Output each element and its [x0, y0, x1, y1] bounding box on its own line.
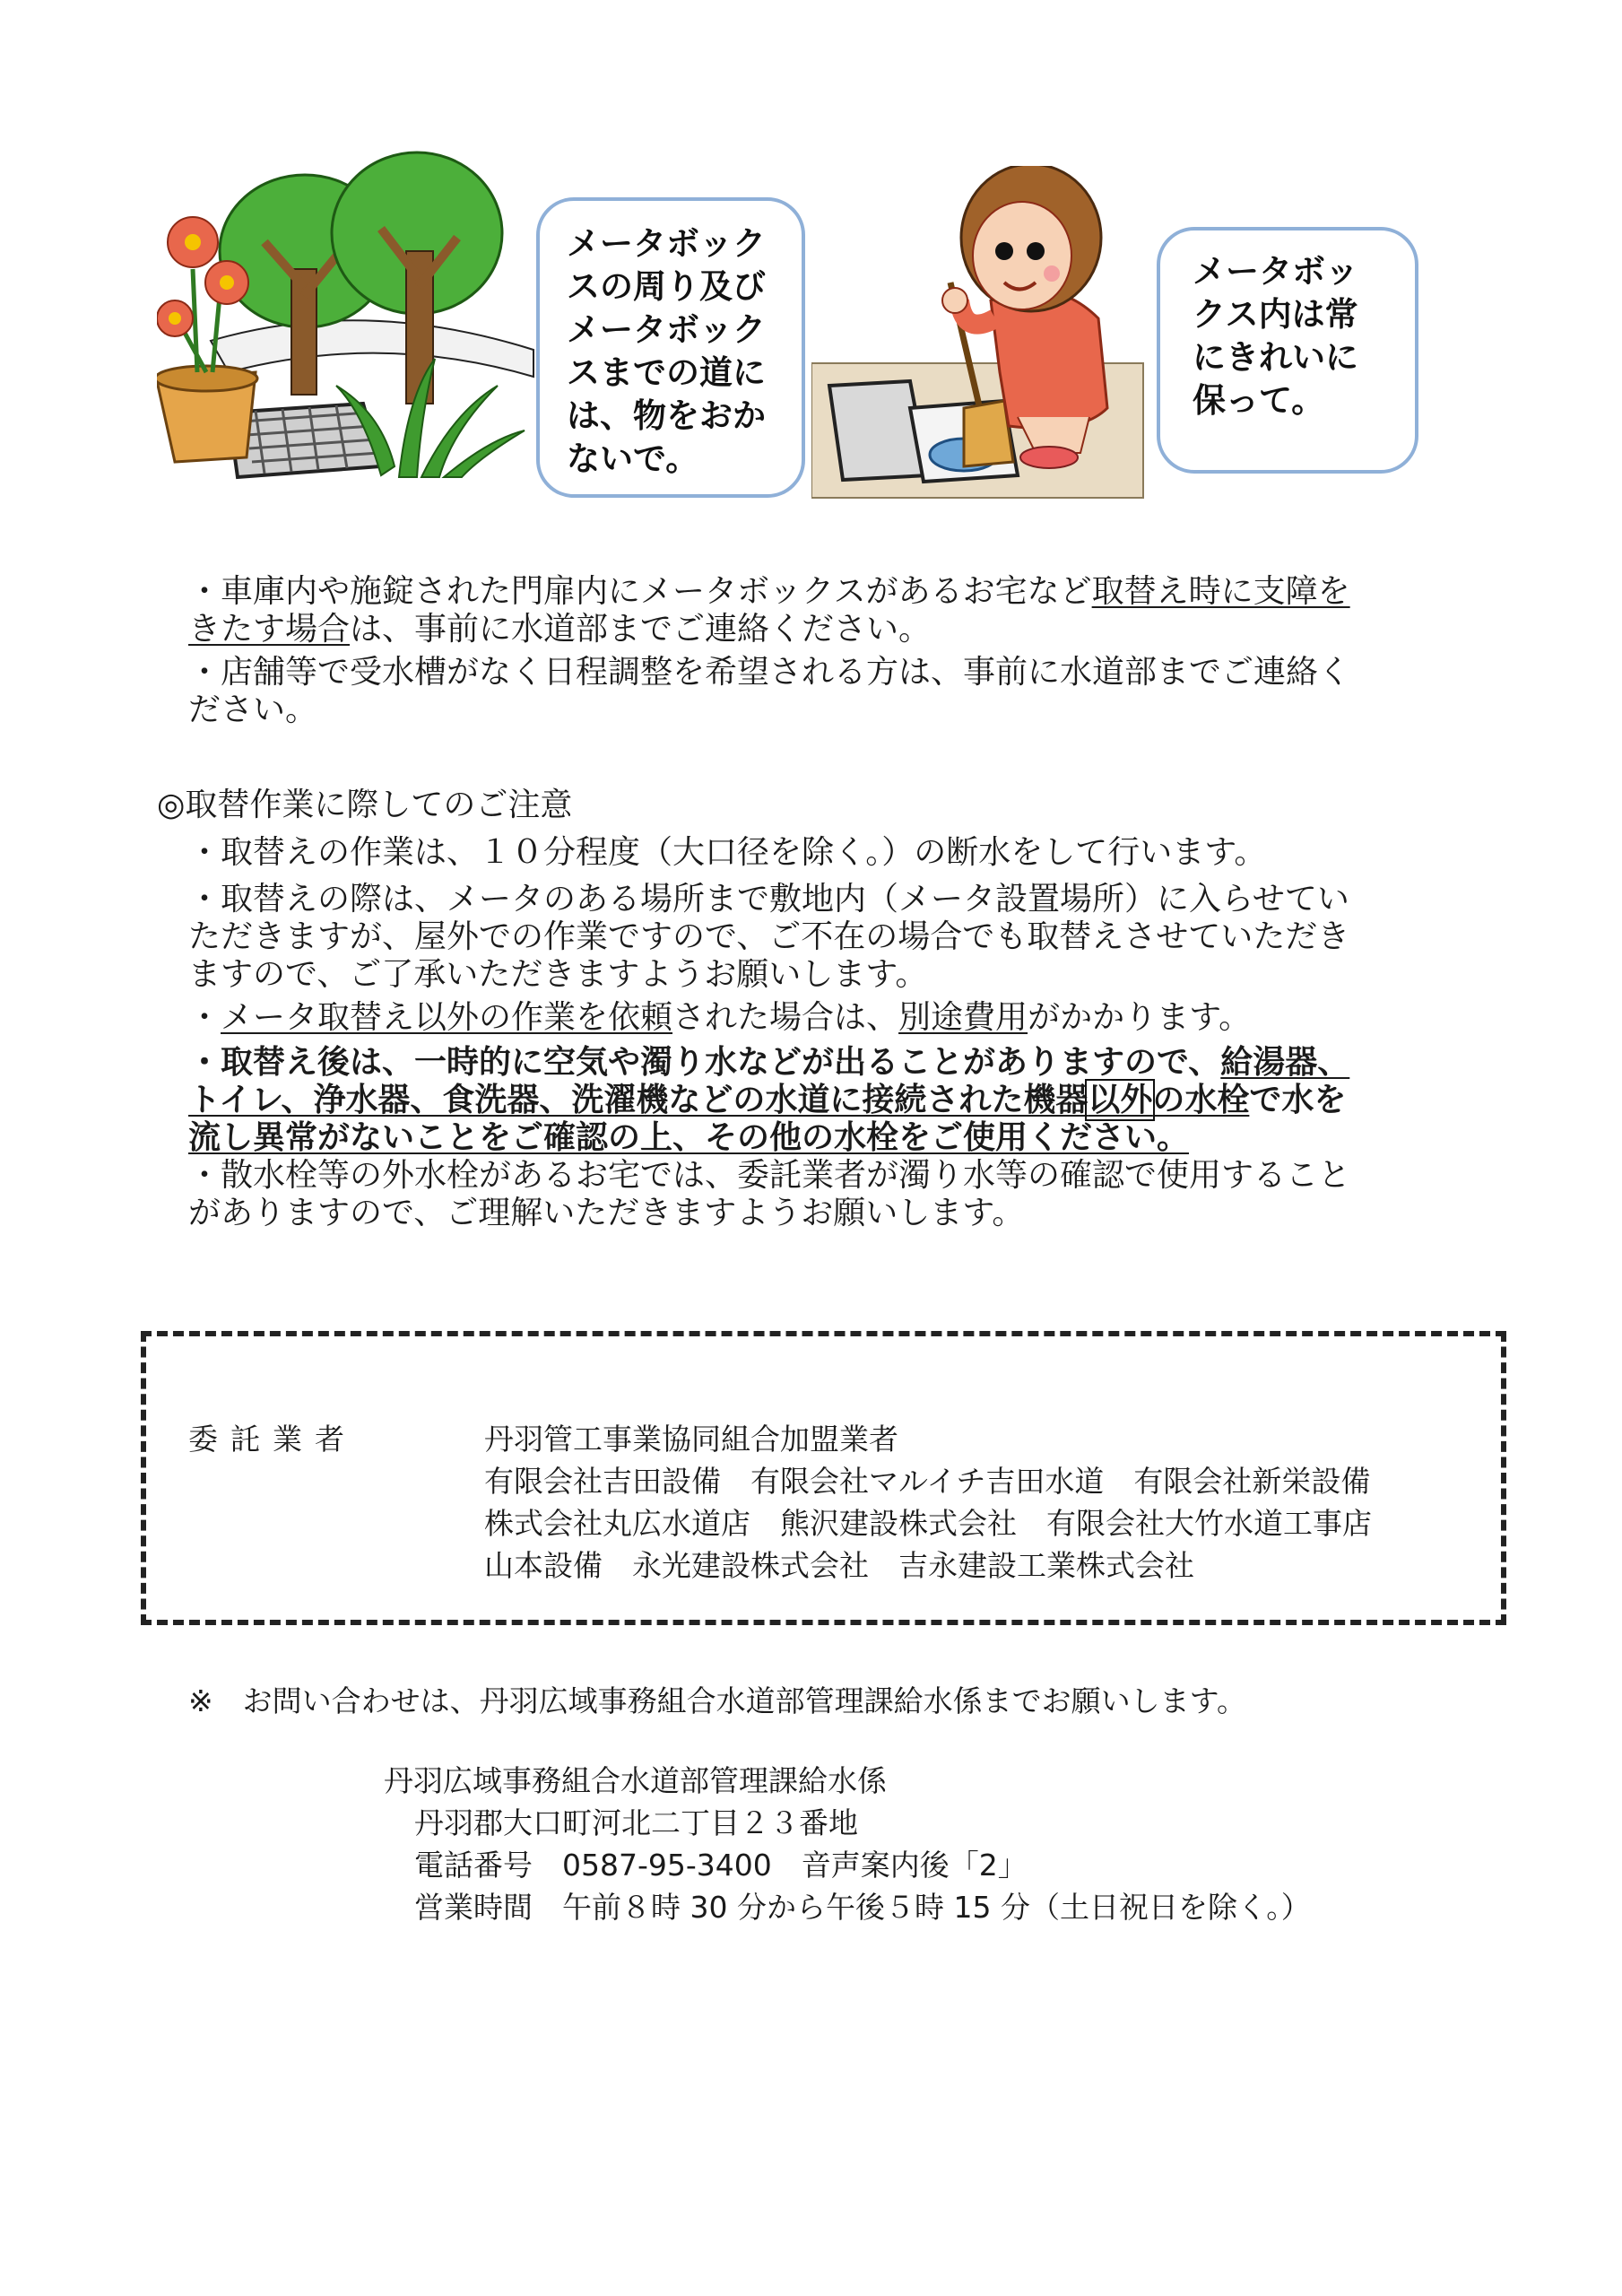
- contractor-line: 山本設備 永光建設株式会社 吉永建設工業株式会社: [484, 1548, 1194, 1583]
- bubble-line: メータボッ: [1193, 252, 1358, 291]
- notice-store: [188, 654, 1350, 729]
- woman-sweeping-illustration: [811, 166, 1152, 507]
- caution-text: された場合は、: [672, 999, 899, 1036]
- caution-boxed: 以外: [1088, 1082, 1153, 1118]
- caution-text: ますので、ご了承いただきますようお願いします。: [188, 956, 928, 993]
- bubble-line: スの周り及び: [567, 267, 766, 306]
- caution-underline: メータ取替え以外の作業を依頼: [221, 999, 673, 1036]
- caution-text: ・: [188, 999, 221, 1036]
- contractor-label: 委託業者: [188, 1422, 357, 1457]
- caution-text: で水を: [1249, 1082, 1347, 1118]
- caution-underline: 給湯器、: [1220, 1044, 1350, 1081]
- contractor-line: 有限会社吉田設備 有限会社マルイチ吉田水道 有限会社新栄設備: [484, 1464, 1371, 1499]
- caution-heading: ◎取替作業に際してのご注意: [157, 787, 573, 823]
- office-hours: 営業時間 午前８時 30 分から午後５時 15 分（土日祝日を除く。）: [414, 1890, 1311, 1925]
- caution-item-3: [188, 999, 1251, 1037]
- speech-bubble-right: [1157, 227, 1418, 474]
- caution-item-4: [188, 1044, 1349, 1157]
- caution-item-1: ・取替えの作業は、１０分程度（大口径を除く。）の断水をして行います。: [188, 834, 1267, 871]
- notice-text: ・店舗等で受水槽がなく日程調整を希望される方は、事前に水道部までご連絡く: [188, 654, 1351, 691]
- caution-underline: 流し異常がないことをご確認の上、その他の水栓をご使用ください。: [188, 1119, 1190, 1156]
- caution-text: ・取替え後は、一時的に空気や濁り水などが出ることがありますので、: [188, 1044, 1221, 1081]
- caution-text: がかかります。: [1028, 999, 1252, 1036]
- caution-item-5: [188, 1157, 1350, 1232]
- office-address: 丹羽郡大口町河北二丁目２３番地: [414, 1805, 858, 1840]
- caution-underline: トイレ、浄水器、食洗器、洗濯機などの水道に接続された機器: [188, 1082, 1089, 1118]
- notice-underline: 取替え時に支障を: [1091, 573, 1350, 610]
- caution-text: がありますので、ご理解いただきますようお願いします。: [188, 1195, 1025, 1231]
- caution-underline: 別途費用: [898, 999, 1028, 1036]
- bubble-line: メータボック: [567, 224, 766, 263]
- notice-garage: [188, 573, 1350, 648]
- caution-item-2: [188, 881, 1349, 994]
- bubble-line: ないで。: [567, 439, 699, 478]
- notice-text: ・車庫内や施錠された門扉内にメータボックスがあるお宅など: [188, 573, 1092, 610]
- bubble-line: クス内は常: [1193, 295, 1358, 334]
- contractor-line: 株式会社丸広水道店 熊沢建設株式会社 有限会社大竹水道工事店: [484, 1506, 1372, 1541]
- inquiry-note: ※ お問い合わせは、丹羽広域事務組合水道部管理課給水係までお願いします。: [188, 1683, 1247, 1718]
- office-name: 丹羽広域事務組合水道部管理課給水係: [384, 1763, 887, 1798]
- notice-text: は、事前に水道部までご連絡ください。: [350, 611, 932, 648]
- bubble-line: は、物をおか: [567, 396, 766, 435]
- tree-icon: [332, 152, 502, 404]
- caution-text: ・散水栓等の外水栓があるお宅では、委託業者が濁り水等の確認で使用すること: [188, 1157, 1351, 1194]
- bubble-line: 保って。: [1193, 381, 1325, 420]
- caution-text: ただきますが、屋外での作業ですので、ご不在の場合でも取替えさせていただき: [188, 918, 1350, 955]
- bubble-line: にきれいに: [1193, 338, 1358, 377]
- office-phone: 電話番号 0587-95-3400 音声案内後「2」: [414, 1848, 1028, 1883]
- bubble-line: スまでの道に: [567, 353, 766, 392]
- bubble-line: メータボック: [567, 310, 766, 349]
- contractor-line: 丹羽管工事業協同組合加盟業者: [484, 1422, 898, 1457]
- caution-underline: の水栓: [1152, 1082, 1250, 1118]
- garden-illustration: [157, 144, 542, 493]
- notice-text: ださい。: [188, 691, 318, 728]
- notice-underline: きたす場合: [188, 611, 351, 648]
- caution-text: ・取替えの際は、メータのある場所まで敷地内（メータ設置場所）に入らせてい: [188, 881, 1349, 918]
- speech-bubble-left: [536, 197, 805, 498]
